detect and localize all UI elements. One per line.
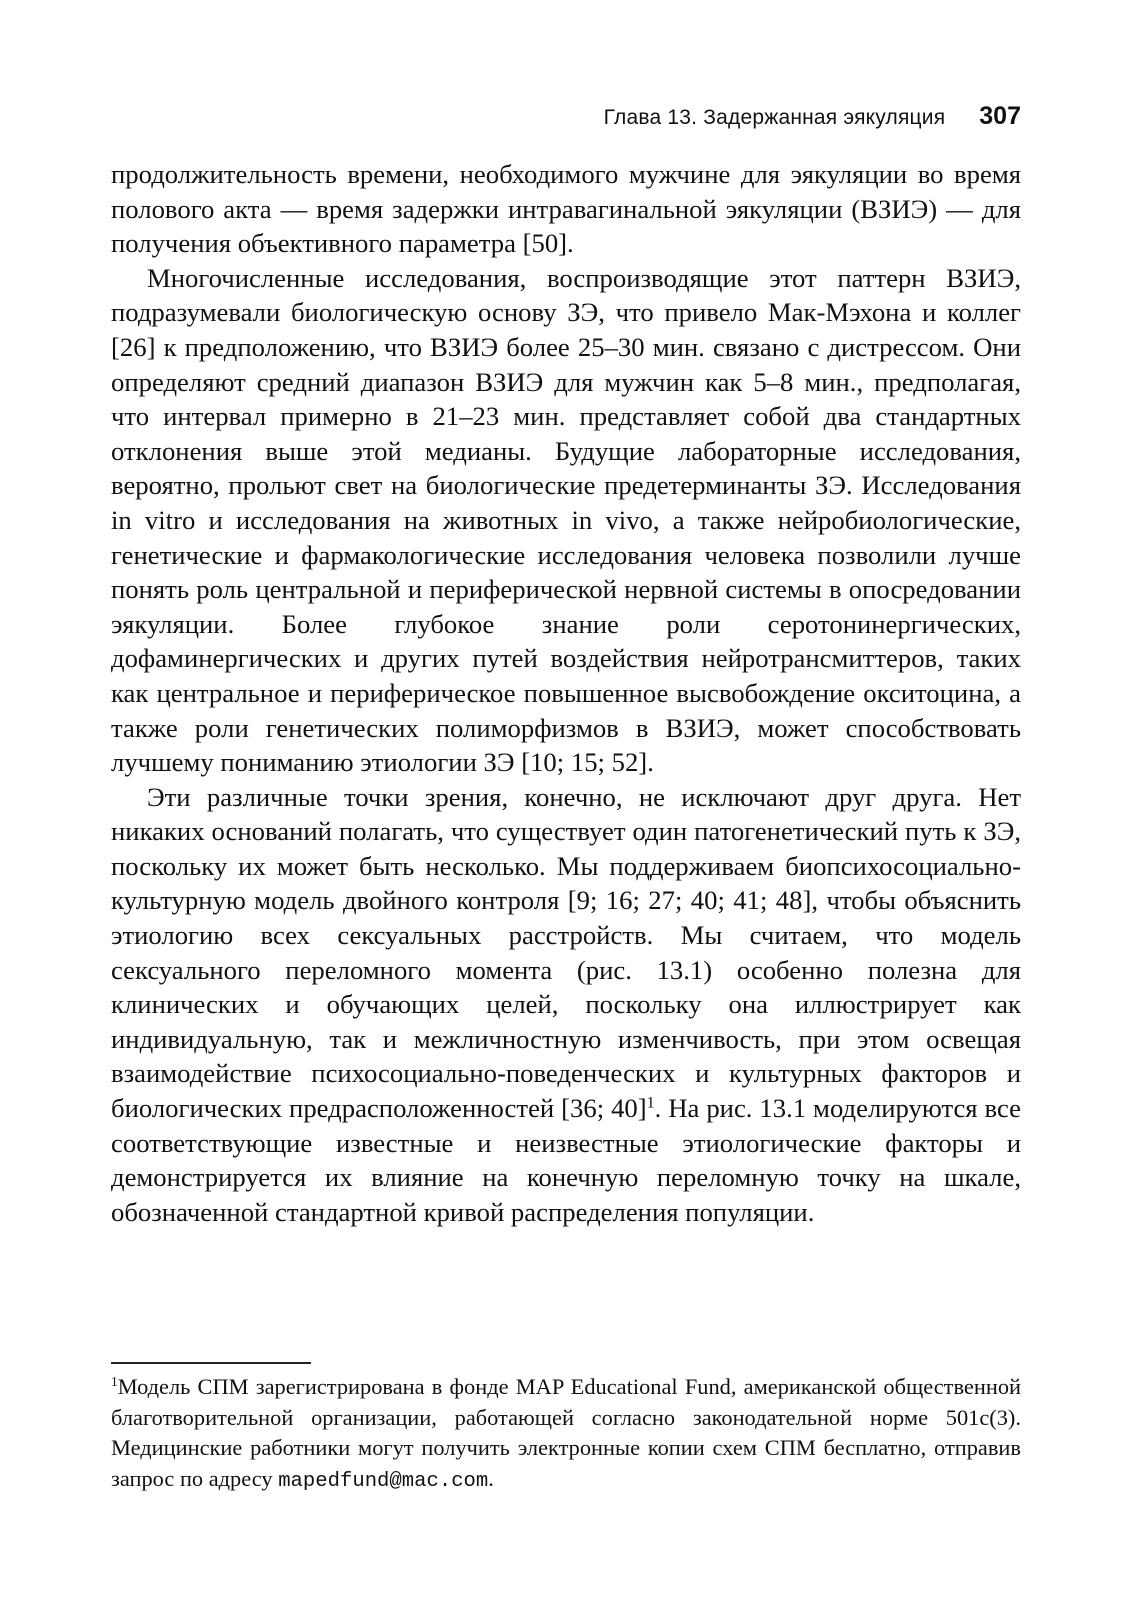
footnote-marker: 1 xyxy=(111,1373,118,1389)
footnote-reference: 1 xyxy=(646,1094,655,1112)
book-page xyxy=(111,0,1021,1600)
chapter-title: Глава 13. Задержанная эякуляция xyxy=(603,106,946,129)
paragraph-continuation: продолжительность времени, необходимого мужчине для эякуляции во время полового акта — время задержки интравагинальной эякуляции (ВЗИЭ) — для получения объективного параметра [50]. xyxy=(111,159,1021,259)
paragraph-2: Многочисленные исследования, воспроизводящие этот паттерн ВЗИЭ, подразумевали биологическую основу ЗЭ, что привело Мак-Мэхона и коллег [26] к предположению, что ВЗИЭ более 25–30 мин. связано с дистрессом. Они определяют средний диапазон ВЗИЭ для мужчин как 5–8 мин., предполагая, что интервал примерно в 21–23 мин. представляет собой два стандартных отклонения выше этой медианы. Будущие лабораторные исследования, вероятно, прольют свет на биологические предетерминанты ЗЭ. Исследования in vitro и исследования на животных in vivo, а также нейробиологические, генетические и фармакологические исследования человека позволили лучше понять роль центральной и периферической нервной системы в опосредовании эякуляции. Более глубокое знание роли серотонинергических, дофаминергических и других путей воздействия нейротрансмиттеров, таких как центральное и периферическое повышенное высвобождение окситоцина, а также роли генетических полиморфизмов в ВЗИЭ, может способствовать лучшему пониманию этиологии ЗЭ [10; 15; 52]. xyxy=(111,262,1021,778)
running-header xyxy=(604,102,1021,131)
page-number: 307 xyxy=(979,102,1021,130)
footnote-divider xyxy=(111,1362,311,1364)
footnote-text: Модель СПМ зарегистрирована в фонде MAP Educational Fund, американской общественной благотворительной организации, работающей согласно законодательной норме 501с(3). Медицинские работники могут получить электронные копии схем СПМ бесплатно, отправив запрос по адресу xyxy=(111,1374,1021,1491)
paragraph-3-text-b: . На рис. 13.1 моделируются все соответствующие известные и неизвестные этиологические факторы и демонстрируется их влияние на конечную переломную точку на шкале, обозначенной стандартной кривой распределения популяции. xyxy=(111,1093,1021,1227)
main-text xyxy=(111,157,1021,1229)
footnote-end: . xyxy=(488,1465,494,1491)
paragraph-3 xyxy=(111,780,1021,1230)
footnote xyxy=(111,1372,1021,1497)
paragraph-3-text-a: Эти различные точки зрения, конечно, не исключают друг друга. Нет никаких оснований полагать, что существует один патогенетический путь к ЗЭ, поскольку их может быть несколько. Мы поддерживаем биопсихосоциально-культурную модель двойного контроля [9; 16; 27; 40; 41; 48], чтобы объяснить этиологию всех сексуальных расстройств. Мы считаем, что модель сексуального переломного момента (рис. 13.1) особенно полезна для клинических и обучающих целей, поскольку она иллюстрирует как индивидуальную, так и межличностную изменчивость, при этом освещая взаимодействие психосоциально-поведенческих и культурных факторов и биологических предрасположенностей [36; 40] xyxy=(111,781,1021,1124)
footnote-email: mapedfund@mac.com xyxy=(278,1469,489,1493)
